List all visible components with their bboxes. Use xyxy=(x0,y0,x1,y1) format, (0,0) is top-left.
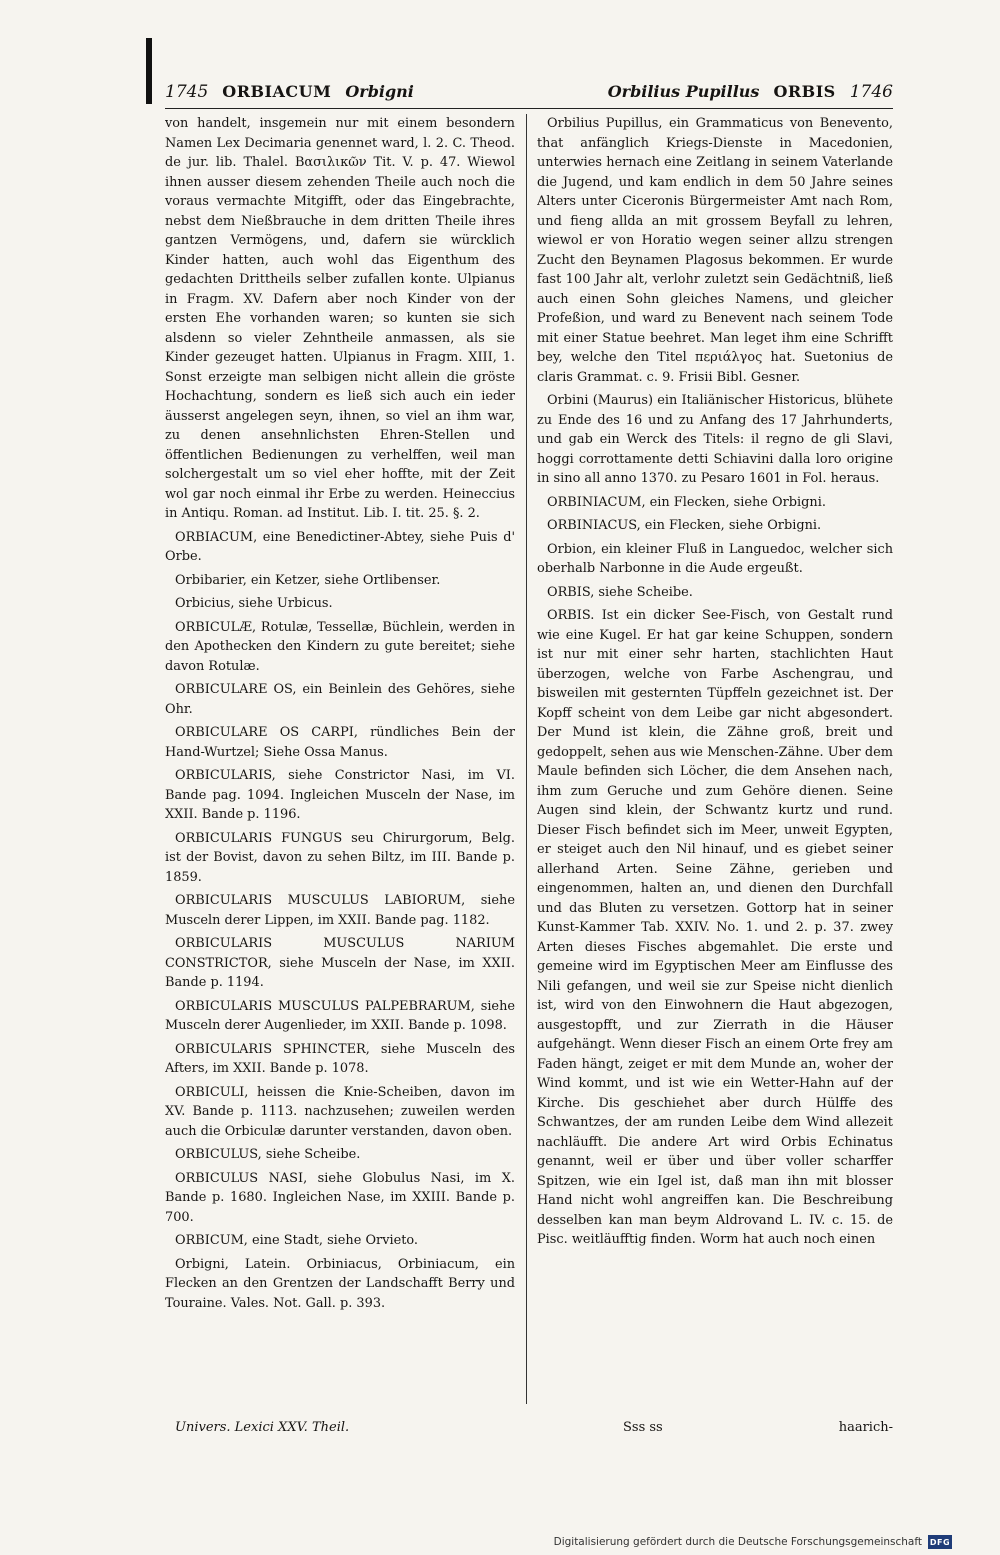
entry-orbiacum: ORBIACUM, eine Benedictiner-Abtey, siehe Puis d' Orbe. xyxy=(165,529,515,564)
column-divider xyxy=(526,114,527,1404)
entry-orbiculi: ORBICULI, heissen die Knie-Scheiben, davon im XV. Bande p. 1113. nachzusehen; zuweilen werden auch die Orbiculæ darunter verstanden, davon oben. xyxy=(165,1084,515,1139)
entry-musculus-narium: ORBICULARIS MUSCULUS NARIUM CONSTRICTOR, siehe Musceln der Nase, im XXII. Bande p. 1194. xyxy=(165,936,515,990)
catchword: haarich- xyxy=(838,1420,893,1435)
entry-musculus-palpebrarum: ORBICULARIS MUSCULUS PALPEBRARUM, siehe Musceln derer Augenlieder, im XXII. Bande p. 1098. xyxy=(165,998,515,1033)
head-keyword-left: ORBIACUM xyxy=(222,82,332,101)
dfg-logo-icon: DFG xyxy=(928,1535,952,1549)
running-head-right xyxy=(608,82,893,108)
credit-text: Digitalisierung gefördert durch die Deutsche Forschungsgemeinschaft xyxy=(553,1536,922,1548)
entry-orbiniacus: ORBINIACUS, ein Flecken, siehe Orbigni. xyxy=(547,518,822,533)
entry-musculus-labiorum: ORBICULARIS MUSCULUS LABIORUM, siehe Musceln derer Lippen, im XXII. Bande pag. 1182. xyxy=(165,893,515,928)
header-rule xyxy=(165,108,893,109)
entry-orbis-fisch: ORBIS. Ist ein dicker See-Fisch, von Gestalt rund wie eine Kugel. Er hat gar keine Schuppen, sondern ist nur mit einer sehr harten, stachlichten Haut überzogen, welche von Farbe Aschengrau, und bisweilen mit gesternten Tüpffeln gezeichnet ist. Der Kopff scheint von dem Leibe gar nicht abgesondert. Der Mund ist klein, die Zähne groß, breit und gedoppelt, sehen aus wie Menschen-Zähne. Uber dem Maule befinden sich Löcher, die dem Ansehen nach, ihm zum Geruche und zum Gehöre dienen. Seine Augen sind klein, der Schwantz kurtz und rund. Dieser Fisch befindet sich im Meer, unweit Egypten, er steiget auch den Nil hinauf, und es giebet seiner allerhand Arten. Seine Zähne, gerieben und eingenommen, halten an, und dienen den Durchfall und das Bluten zu versetzen. Gottorp hat in seiner Kunst-Kammer Tab. XXIV. No. 1. und 2. p. 37. zwey Arten dieses Fisches abgemahlet. Die erste und gemeine wird im Egyptischen Meer am Einflusse des Nili gefangen, und weil sie zur Speise nicht dienlich ist, wird von den Einwohnern die Haut abgezogen, ausgestopfft, und zur Zierrath in die Häuser aufgehängt. Wenn dieser Fisch an einem Orte frey am Faden hängt, zeiget er mit dem Munde an, woher der Wind kommt, und ist wie ein Wetter-Hahn auf der Kirche. Dis geschiehet aber durch Hülffe des Schwantzes, der am runden Leibe dem Wind allezeit nachläufft. Die andere Art wird Orbis Echinatus genannt, weil er über und über voller scharffer Spitzen, wie ein Igel ist, daß man ihn mit blosser Hand nicht wohl angreiffen kan. Die Beschreibung desselben kan man beym Aldrovand L. IV. c. 15. de Pisc. weitläufftig finden. Worm hat auch noch einen xyxy=(537,608,893,1247)
entry-orbicularis: ORBICULARIS, siehe Constrictor Nasi, im VI. Bande pag. 1094. Ingleichen Musceln der Nase, im XXII. Bande p. 1196. xyxy=(165,768,515,822)
entry-orbibarier: Orbibarier, ein Ketzer, siehe Ortlibenser. xyxy=(175,572,441,588)
right-column xyxy=(537,114,893,1444)
entry-orbilius-pupillus: Orbilius Pupillus, ein Grammaticus von Benevento, that anfänglich Kriegs-Dienste in Macedonien, unterwies hernach eine Zeitlang in seinem Vaterlande die Jugend, und kam endlich in dem 50 Jahre seines Alters unter Ciceronis Bürgermeister Amt nach Rom, und fieng allda an mit grossem Beyfall zu lehren, wiewol er von Horatio wegen seiner allzu strengen Zucht den Beynamen Plagosus bekommen. Er wurde fast 100 Jahr alt, verlohr zuletzt sein Gedächtniß, ließ auch einen Sohn gleiches Namens, und gleicher Profeßion, und ward zu Benevent nach seinem Tode mit einer Statue beehret. Man leget ihm eine Schrifft bey, welche den Titel περιάλγος hat. Suetonius de claris Grammat. c. 9. Frisii Bibl. Gesner. xyxy=(537,116,893,385)
running-head-left xyxy=(165,82,414,108)
entry-orbicularis-sphincter: ORBICULARIS SPHINCTER, siehe Musceln des Afters, im XXII. Bande p. 1078. xyxy=(165,1041,515,1076)
entry-orbicum: ORBICUM, eine Stadt, siehe Orvieto. xyxy=(175,1233,419,1248)
entry-orbiculare-os-carpi: ORBICULARE OS CARPI, ründliches Bein der Hand-Wurtzel; Siehe Ossa Manus. xyxy=(165,725,515,760)
entry-orbiculus: ORBICULUS, siehe Scheibe. xyxy=(175,1147,361,1162)
page-number-left: 1745 xyxy=(165,82,209,102)
entry-orbicularis-fungus: ORBICULARIS FUNGUS seu Chirurgorum, Belg. ist der Bovist, davon zu sehen Biltz, im III. Bande p. 1859. xyxy=(165,830,515,885)
digitization-credit xyxy=(554,1535,952,1549)
signature-left: Univers. Lexici XXV. Theil. xyxy=(175,1420,350,1435)
page-edge-mark xyxy=(146,38,152,104)
entry-orbiculus-nasi: ORBICULUS NASI, siehe Globulus Nasi, im X. Bande p. 1680. Ingleichen Nase, im XXIII. Bande p. 700. xyxy=(165,1170,515,1225)
entry-orbiniacum: ORBINIACUM, ein Flecken, siehe Orbigni. xyxy=(547,494,826,510)
entry-orbini: Orbini (Maurus) ein Italiänischer Historicus, blühete zu Ende des 16 und zu Anfang des 17 Jahrhunderts, und gab ein Werck des Titels: il regno de gli Slavi, hoggi corrottamente detti Schiavini dalla loro origine in sino all anno 1370. zu Pesaro 1601 in Fol. heraus. xyxy=(537,393,893,486)
entry-continuation: von handelt, insgemein nur mit einem besondern Namen Lex Decimaria genennet ward, l. 2. C. Theod. de jur. lib. Thalel. Βασιλικῶν Tit. V. p. 47. Wiewol ihnen ausser diesem zehenden Theile auch noch die voraus vermachte Mitgifft, oder das Eingebrachte, nebst dem Nießbrauche in dem dritten Theile ihres gantzen Vermögens, und, dafern sie würcklich Kinder hatten, auch wohl das Eigenthum des gedachten Drittheils selber zufallen konte. Ulpianus in Fragm. XV. Dafern aber noch Kinder von der ersten Ehe vorhanden waren; so kunten sie sich alsdenn so vieler Zehntheile anmassen, als sie Kinder gezeuget hatten. Ulpianus in Fragm. XIII, 1. Sonst erzeigte man selbigen nicht allein die gröste Hochachtung, sondern es ließ sich auch ein ieder äusserst angelegen seyn, ihnen, so viel an ihm war, zu denen ansehnlichsten Ehren-Stellen und öffentlichen Bedienungen zu verhelffen, weil man solchergestalt um so viel eher hoffte, mit der Zeit wol gar noch einmal ihr Erbe zu werden. Heineccius in Antiqu. Roman. ad Institut. Lib. I. tit. 25. §. 2. xyxy=(165,116,515,521)
page-number-right: 1746 xyxy=(849,82,893,102)
entry-orbiculae: ORBICULÆ, Rotulæ, Tessellæ, Büchlein, werden in den Apothecken den Kindern zu gute bereitet; siehe davon Rotulæ. xyxy=(165,619,515,674)
signature-mark: Sss ss xyxy=(623,1420,663,1435)
entry-orbion: Orbion, ein kleiner Fluß in Languedoc, welcher sich oberhalb Narbonne in die Aude ergeußt. xyxy=(537,541,893,576)
entry-orbigni: Orbigni, Latein. Orbiniacus, Orbiniacum, ein Flecken an den Grentzen der Landschafft Berry und Touraine. Vales. Not. Gall. p. 393. xyxy=(165,1256,515,1311)
head-gothic-left: Orbigni xyxy=(345,82,414,101)
scanned-page xyxy=(165,82,893,1452)
head-keyword-right: ORBIS xyxy=(773,82,836,101)
left-column xyxy=(165,114,515,1444)
entry-orbicius: Orbicius, siehe Urbicus. xyxy=(175,596,333,611)
entry-orbis-scheibe: ORBIS, siehe Scheibe. xyxy=(547,584,693,600)
entry-orbiculare-os: ORBICULARE OS, ein Beinlein des Gehöres, siehe Ohr. xyxy=(165,682,515,717)
head-gothic-right: Orbilius Pupillus xyxy=(607,82,760,101)
